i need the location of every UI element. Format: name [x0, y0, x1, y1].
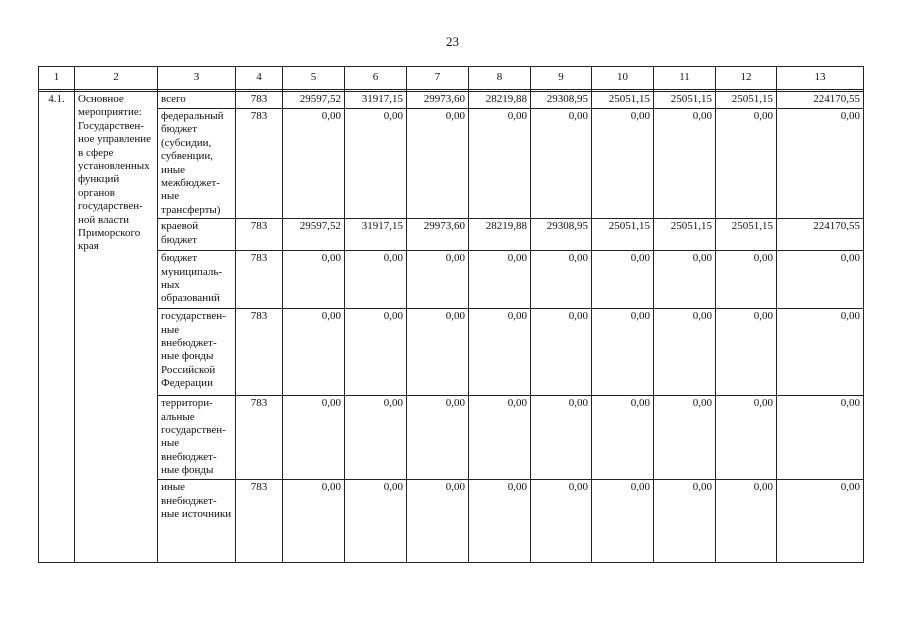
total-cell: 0,00: [777, 251, 864, 309]
value-cell: 0,00: [345, 396, 407, 480]
value-cell: 28219,88: [469, 219, 531, 251]
value-cell: 0,00: [469, 480, 531, 563]
table-row: [39, 480, 864, 563]
funding-source: государствен-ные внебюджет-ные фонды Российской Федерации: [158, 309, 236, 396]
value-cell: 29597,52: [283, 219, 345, 251]
column-header: 11: [654, 67, 716, 90]
value-cell: 0,00: [654, 251, 716, 309]
column-header: 12: [716, 67, 777, 90]
column-number-row: [39, 67, 864, 90]
value-cell: 0,00: [407, 251, 469, 309]
value-cell: 25051,15: [592, 92, 654, 109]
value-cell: 25051,15: [654, 219, 716, 251]
value-cell: 0,00: [716, 396, 777, 480]
value-cell: 29308,95: [531, 92, 592, 109]
code-cell: 783: [236, 109, 283, 219]
value-cell: 0,00: [345, 309, 407, 396]
value-cell: 29308,95: [531, 219, 592, 251]
total-cell: 224170,55: [777, 92, 864, 109]
value-cell: 25051,15: [716, 92, 777, 109]
value-cell: 0,00: [654, 396, 716, 480]
column-header: 5: [283, 67, 345, 90]
value-cell: 0,00: [592, 251, 654, 309]
column-header: 2: [75, 67, 158, 90]
value-cell: 0,00: [531, 309, 592, 396]
funding-source: территори-альные государствен-ные внебюджет-ные фонды: [158, 396, 236, 480]
item-name: Основное мероприятие: Государствен-ное управление в сфере установленных функций органов государствен-ной власти Приморского края: [75, 92, 158, 563]
funding-source: всего: [158, 92, 236, 109]
value-cell: 0,00: [531, 109, 592, 219]
table-row: [39, 219, 864, 251]
value-cell: 0,00: [531, 396, 592, 480]
code-cell: 783: [236, 219, 283, 251]
value-cell: 25051,15: [592, 219, 654, 251]
value-cell: 0,00: [283, 109, 345, 219]
page-number: 23: [446, 34, 459, 49]
column-header: 8: [469, 67, 531, 90]
value-cell: 0,00: [469, 396, 531, 480]
value-cell: 0,00: [283, 251, 345, 309]
table-row: [39, 109, 864, 219]
code-cell: 783: [236, 92, 283, 109]
column-header: 3: [158, 67, 236, 90]
value-cell: 29597,52: [283, 92, 345, 109]
value-cell: 28219,88: [469, 92, 531, 109]
table-row: [39, 309, 864, 396]
value-cell: 0,00: [654, 309, 716, 396]
value-cell: 0,00: [592, 309, 654, 396]
code-cell: 783: [236, 396, 283, 480]
table-row: [39, 251, 864, 309]
value-cell: 0,00: [407, 309, 469, 396]
code-cell: 783: [236, 251, 283, 309]
value-cell: 25051,15: [654, 92, 716, 109]
value-cell: 31917,15: [345, 219, 407, 251]
total-cell: 0,00: [777, 480, 864, 563]
value-cell: 0,00: [592, 480, 654, 563]
value-cell: 29973,60: [407, 219, 469, 251]
value-cell: 0,00: [654, 480, 716, 563]
value-cell: 0,00: [531, 251, 592, 309]
column-header: 1: [39, 67, 75, 90]
value-cell: 0,00: [283, 480, 345, 563]
code-cell: 783: [236, 480, 283, 563]
column-header: 13: [777, 67, 864, 90]
column-header: 6: [345, 67, 407, 90]
funding-source: иные внебюджет-ные источники: [158, 480, 236, 563]
total-cell: 0,00: [777, 309, 864, 396]
value-cell: 0,00: [283, 309, 345, 396]
total-cell: 0,00: [777, 396, 864, 480]
total-cell: 0,00: [777, 109, 864, 219]
value-cell: 0,00: [469, 309, 531, 396]
value-cell: 0,00: [592, 396, 654, 480]
value-cell: 0,00: [283, 396, 345, 480]
value-cell: 0,00: [716, 309, 777, 396]
value-cell: 0,00: [716, 251, 777, 309]
value-cell: 0,00: [469, 251, 531, 309]
value-cell: 0,00: [407, 480, 469, 563]
value-cell: 0,00: [469, 109, 531, 219]
total-cell: 224170,55: [777, 219, 864, 251]
value-cell: 25051,15: [716, 219, 777, 251]
value-cell: 0,00: [716, 480, 777, 563]
column-header: 9: [531, 67, 592, 90]
table-row: [39, 92, 864, 109]
value-cell: 0,00: [345, 480, 407, 563]
column-header: 7: [407, 67, 469, 90]
table-row: [39, 396, 864, 480]
column-header: 4: [236, 67, 283, 90]
item-number: 4.1.: [39, 92, 75, 563]
budget-table: [38, 66, 864, 563]
value-cell: 0,00: [407, 396, 469, 480]
column-header: 10: [592, 67, 654, 90]
value-cell: 0,00: [345, 109, 407, 219]
value-cell: 31917,15: [345, 92, 407, 109]
funding-source: бюджет муниципаль-ных образований: [158, 251, 236, 309]
value-cell: 29973,60: [407, 92, 469, 109]
funding-source: краевой бюджет: [158, 219, 236, 251]
value-cell: 0,00: [531, 480, 592, 563]
code-cell: 783: [236, 309, 283, 396]
value-cell: 0,00: [716, 109, 777, 219]
funding-source: федеральный бюджет (субсидии, субвенции, иные межбюджет-ные трансферты): [158, 109, 236, 219]
value-cell: 0,00: [592, 109, 654, 219]
value-cell: 0,00: [407, 109, 469, 219]
value-cell: 0,00: [345, 251, 407, 309]
value-cell: 0,00: [654, 109, 716, 219]
